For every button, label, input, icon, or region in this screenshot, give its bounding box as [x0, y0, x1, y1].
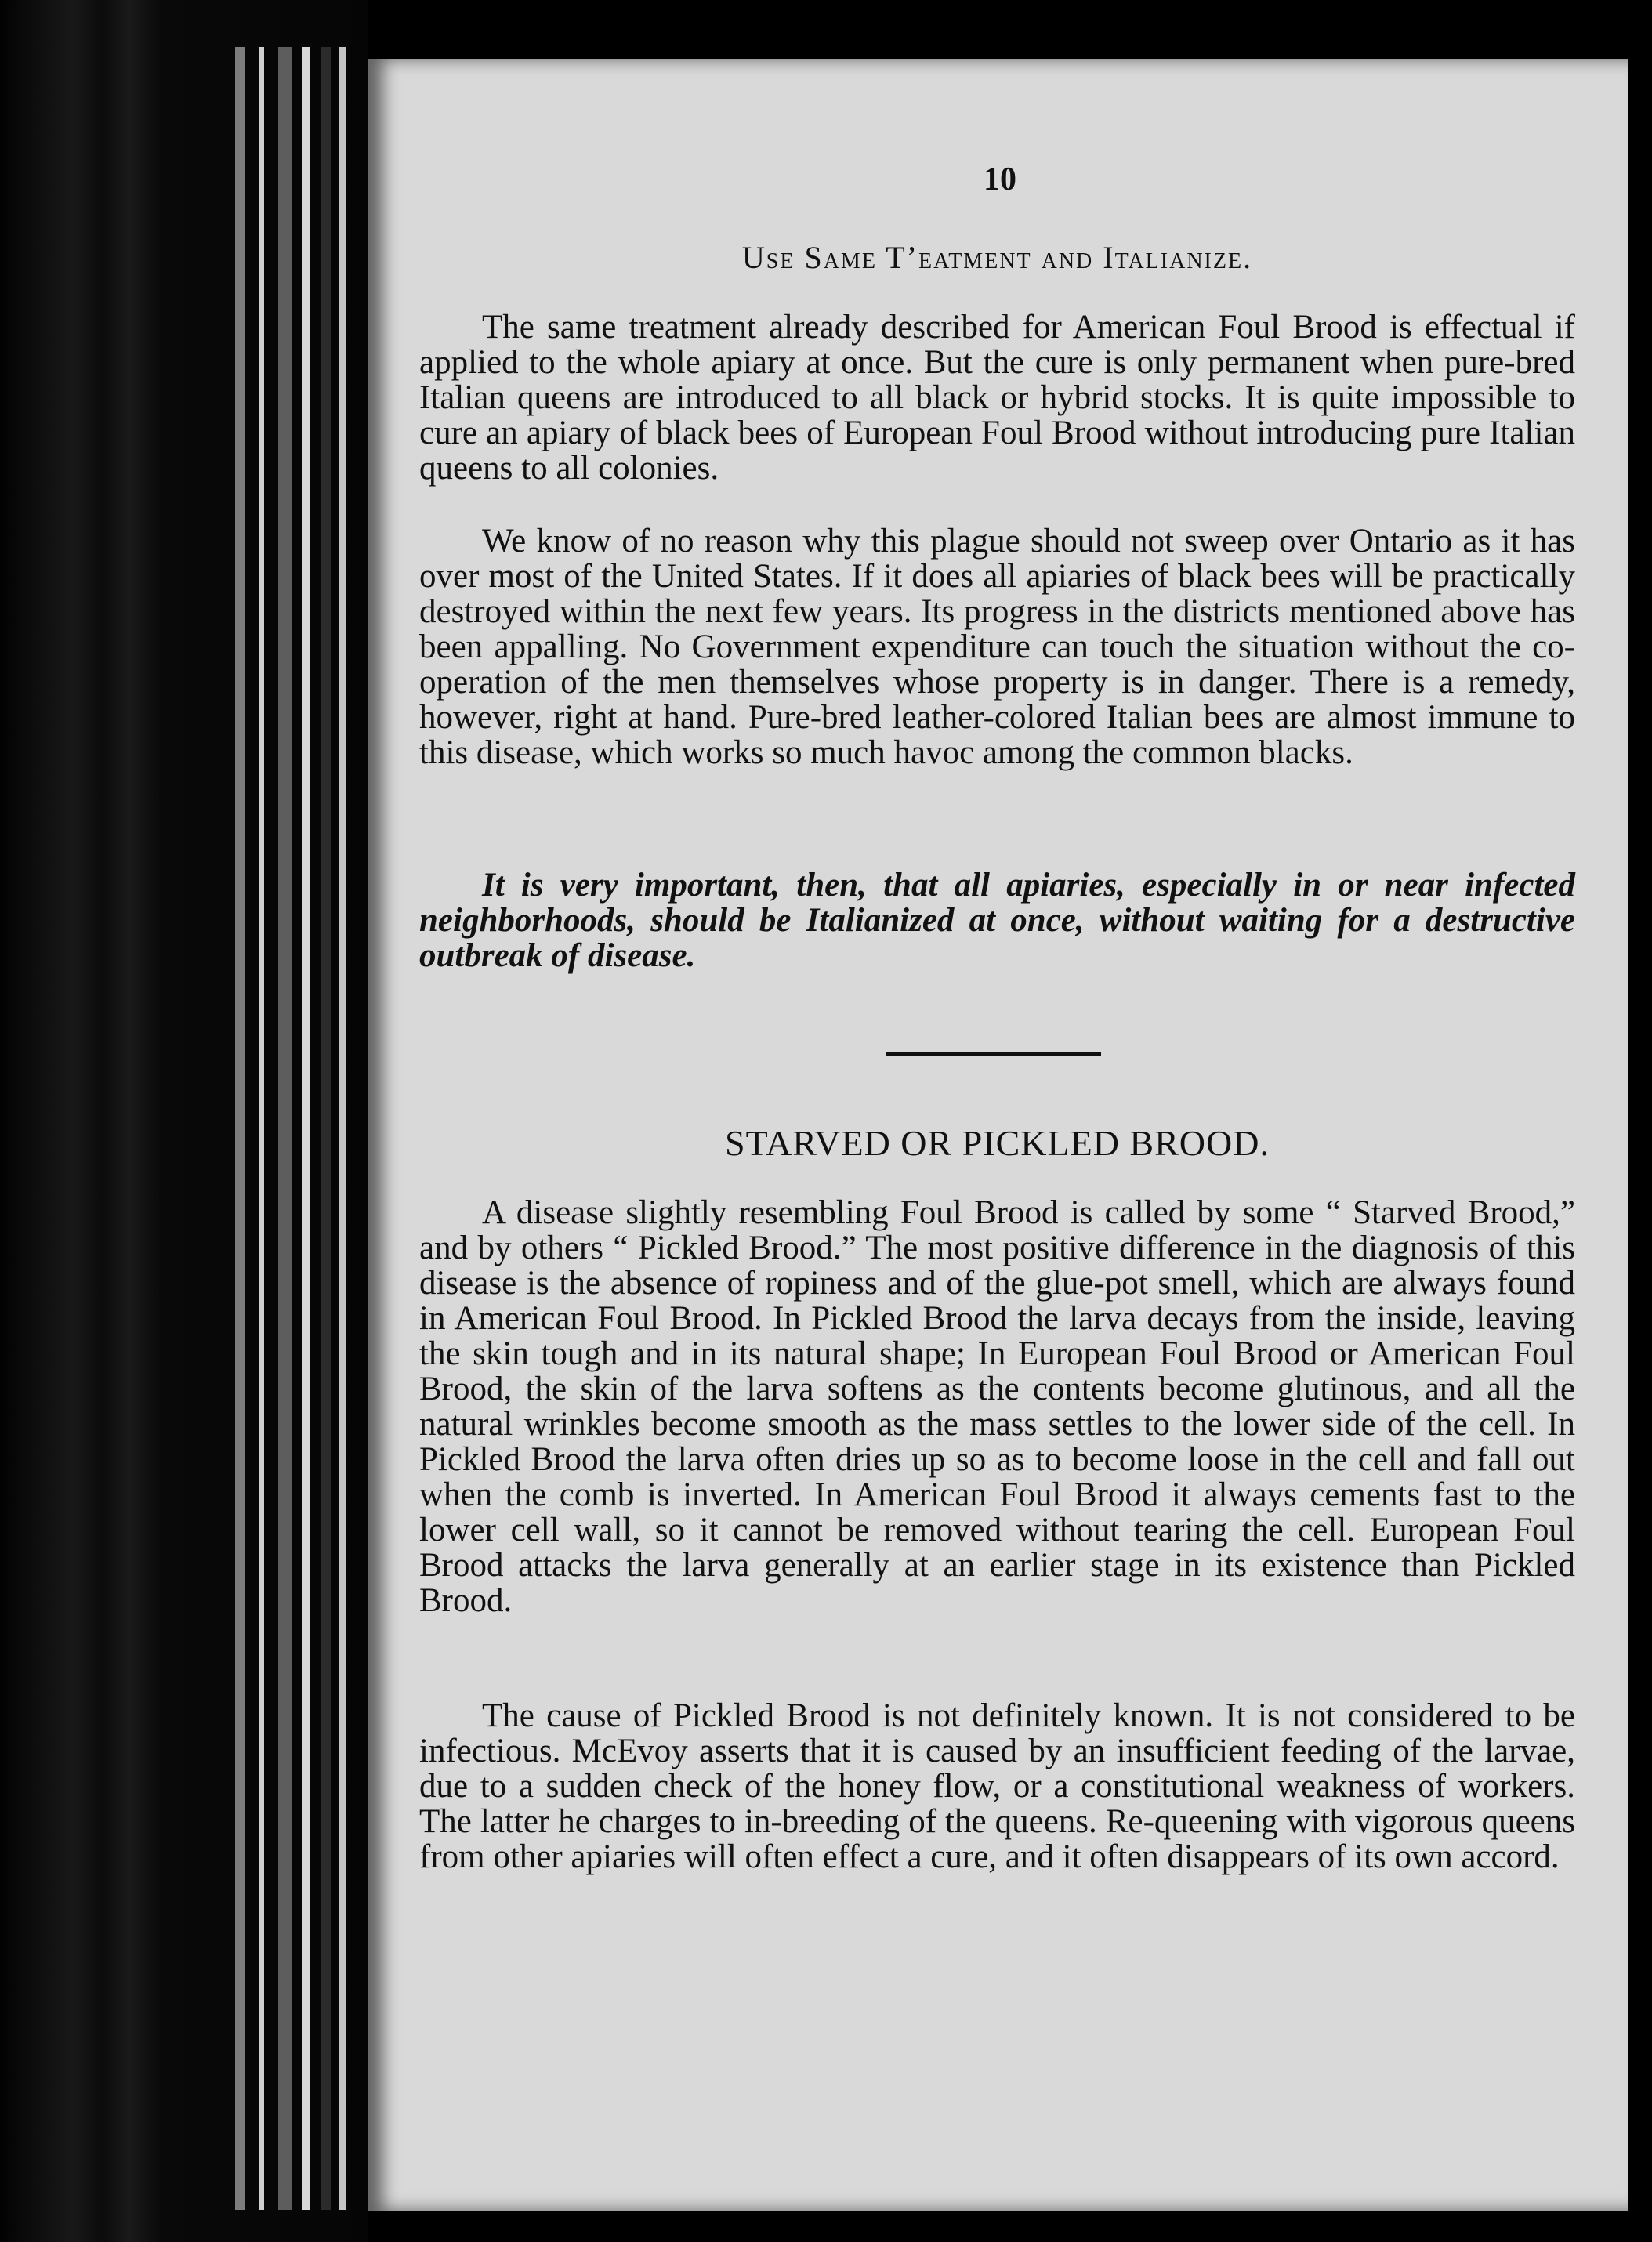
paragraph: The cause of Pickled Brood is not definitely known. It is not considered to be infectious. McEvoy asserts that it is caused by an insufficient feeding of the larvae, due to a sudden check of the honey flow, or a constitutional weakness of workers. The latter he charges to in-breeding of the queens. Re-queening with vigorous queens from other apiaries will often effect a cure, and it often disappears of its own accord.	[419, 1697, 1575, 1875]
scan-border	[368, 0, 1652, 59]
section-heading: STARVED OR PICKLED BROOD.	[725, 1123, 1270, 1163]
page-edge	[278, 47, 292, 2210]
paragraph: We know of no reason why this plague should not sweep over Ontario as it has over most of the United States. If it does all apiaries of black bees will be practically destroyed within the next few years. Its progress in the districts mentioned above has been appalling. No Government expenditure can touch the situation without the co-operation of the men themselves whose property is in danger. There is a remedy, however, right at hand. Pure-bred leather-colored Italian bees are almost immune to this disease, which works so much havoc among the common blacks.	[419, 523, 1575, 771]
page-number: 10	[984, 161, 1016, 197]
book-binding	[0, 0, 368, 2242]
page-edge	[339, 47, 346, 2210]
section-divider	[886, 1052, 1101, 1056]
page-edge	[321, 47, 331, 2210]
italic-paragraph: It is very important, then, that all apiaries, especially in or near infected neighborhoods, should be Italianized at once, without waiting for a destructive outbreak of disease.	[419, 867, 1575, 974]
page-edge	[259, 47, 264, 2210]
page-edge	[302, 47, 310, 2210]
paragraph: The same treatment already described for American Foul Brood is effectual if applied to the whole apiary at once. But the cure is only permanent when pure-bred Italian queens are introduced to all black or hybrid stocks. It is quite impossible to cure an apiary of black bees of European Foul Brood without introducing pure Italian queens to all colonies.	[419, 309, 1575, 487]
section-heading: Use Same Tʼeatment and Italianize.	[741, 240, 1253, 275]
page-edge	[235, 47, 245, 2210]
paragraph: A disease slightly resembling Foul Brood is called by some “ Starved Brood,” and by others “ Pickled Brood.” The most positive difference in the diagnosis of this disease is the absence of ropiness and of the glue-pot smell, which are always found in American Foul Brood. In Pickled Brood the larva decays from the inside, leaving the skin tough and in its natural shape; In European Foul Brood or American Foul Brood, the skin of the larva softens as the contents become glutinous, and all the natural wrinkles become smooth as the mass settles to the lower side of the cell. In Pickled Brood the larva often dries up so as to become loose in the cell and fall out when the comb is inverted. In American Foul Brood it always cements fast to the lower cell wall, so it cannot be removed without tearing the cell. European Foul Brood attacks the larva generally at an earlier stage in its existence than Pickled Brood.	[419, 1194, 1575, 1619]
